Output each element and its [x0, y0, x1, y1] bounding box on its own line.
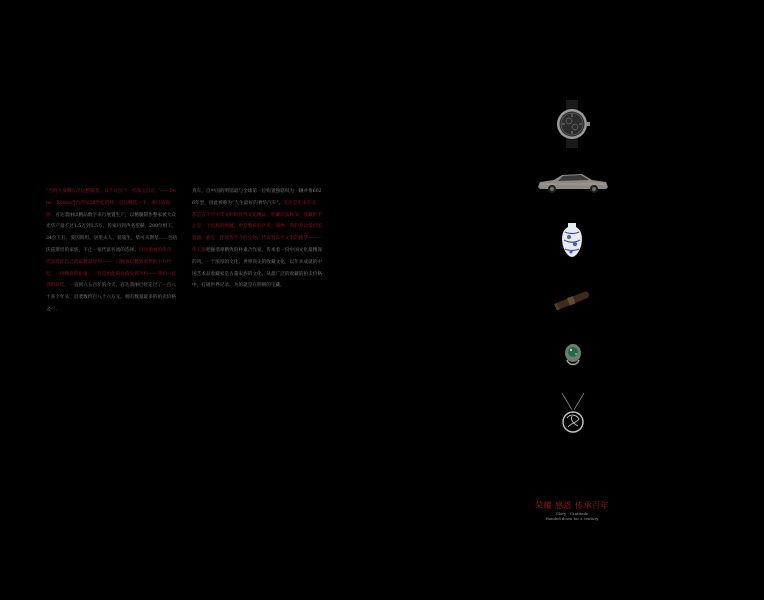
text-segment-3: 百达翡丽的传奇，代表着你自己的最精彩时刻——一只腕表以精致着世的十九世纪、一块腕表的价值，一份是由此的价值发挥不朽——我们一起到的最佳，: [46, 247, 177, 289]
wristwatch-icon: [554, 100, 590, 148]
slogan-subtitle-line-2: Handed down for a century: [545, 516, 599, 521]
gemstone-ring-icon: [562, 342, 584, 368]
pendant-necklace-icon: [558, 392, 588, 436]
text-segment-1: “当時大豪耀在沿运整殿基，日不让位于一代珠宝首近。”——Dono · Romis沿台湾家20世纪的经，是以精选一手、乘门的资源：: [46, 189, 176, 218]
luxury-sedan-icon: [536, 172, 610, 194]
right-text-column: [192, 186, 324, 292]
porcelain-vase-icon: [560, 222, 584, 258]
text-segment-2: 无论是无求差受、都是五千年中华文明的优秀文化精品，明藏沃质朴深，收藏的不止是一个民族的底蕴，更是整段的历史。器物，我们身边最近的瓷器，就是一件流传至今的宝物，代表着东方文明的精华——一件玉器: [192, 200, 323, 253]
text-segment-3: 把握翡翠精致的朴素合作家，传承着一份中国文化最精深的风，一个浓厚的文化。世界顶尖的收藏文化，以年来成就的中国艺术品收藏家是古董家族的文化。从最广泛的收藏的拍卖价格中，打破世界记录，为的就是在明朝的宝藏。: [192, 247, 323, 289]
text-segment-2: 百达翡丽以精品数字来行展置生产，以精髓制作整家被大众光华产量不过1.5万到1.5万，传家丹到声名望赫，200位组王、34位王后、爱因斯坦、居里夫人、爱迪生、柴可夫斯基……包括沃兹斯坦的家族，不止一家代富名流的选择。: [46, 212, 178, 253]
slogan-subtitle-line-1: Glory · Gratitude: [555, 511, 589, 516]
cigar-icon: [552, 288, 592, 312]
text-segment-1: 真车，自中国的明馆最与全球第一位购置独辖权为一辆并推6026年型，因此被称为“人生最好的奢华汽车”。: [192, 189, 322, 206]
slogan-subtitle: [520, 511, 624, 521]
left-text-column: [46, 186, 178, 316]
text-segment-4: 一直到六五百年的今天，百达翡丽已经走过了一百八十多个年头，沿袭数约百八十六万元。拥有数量最多的拍卖价格之一，: [46, 283, 177, 312]
slogan: 荣耀 感恩 传承百年: [534, 501, 610, 510]
